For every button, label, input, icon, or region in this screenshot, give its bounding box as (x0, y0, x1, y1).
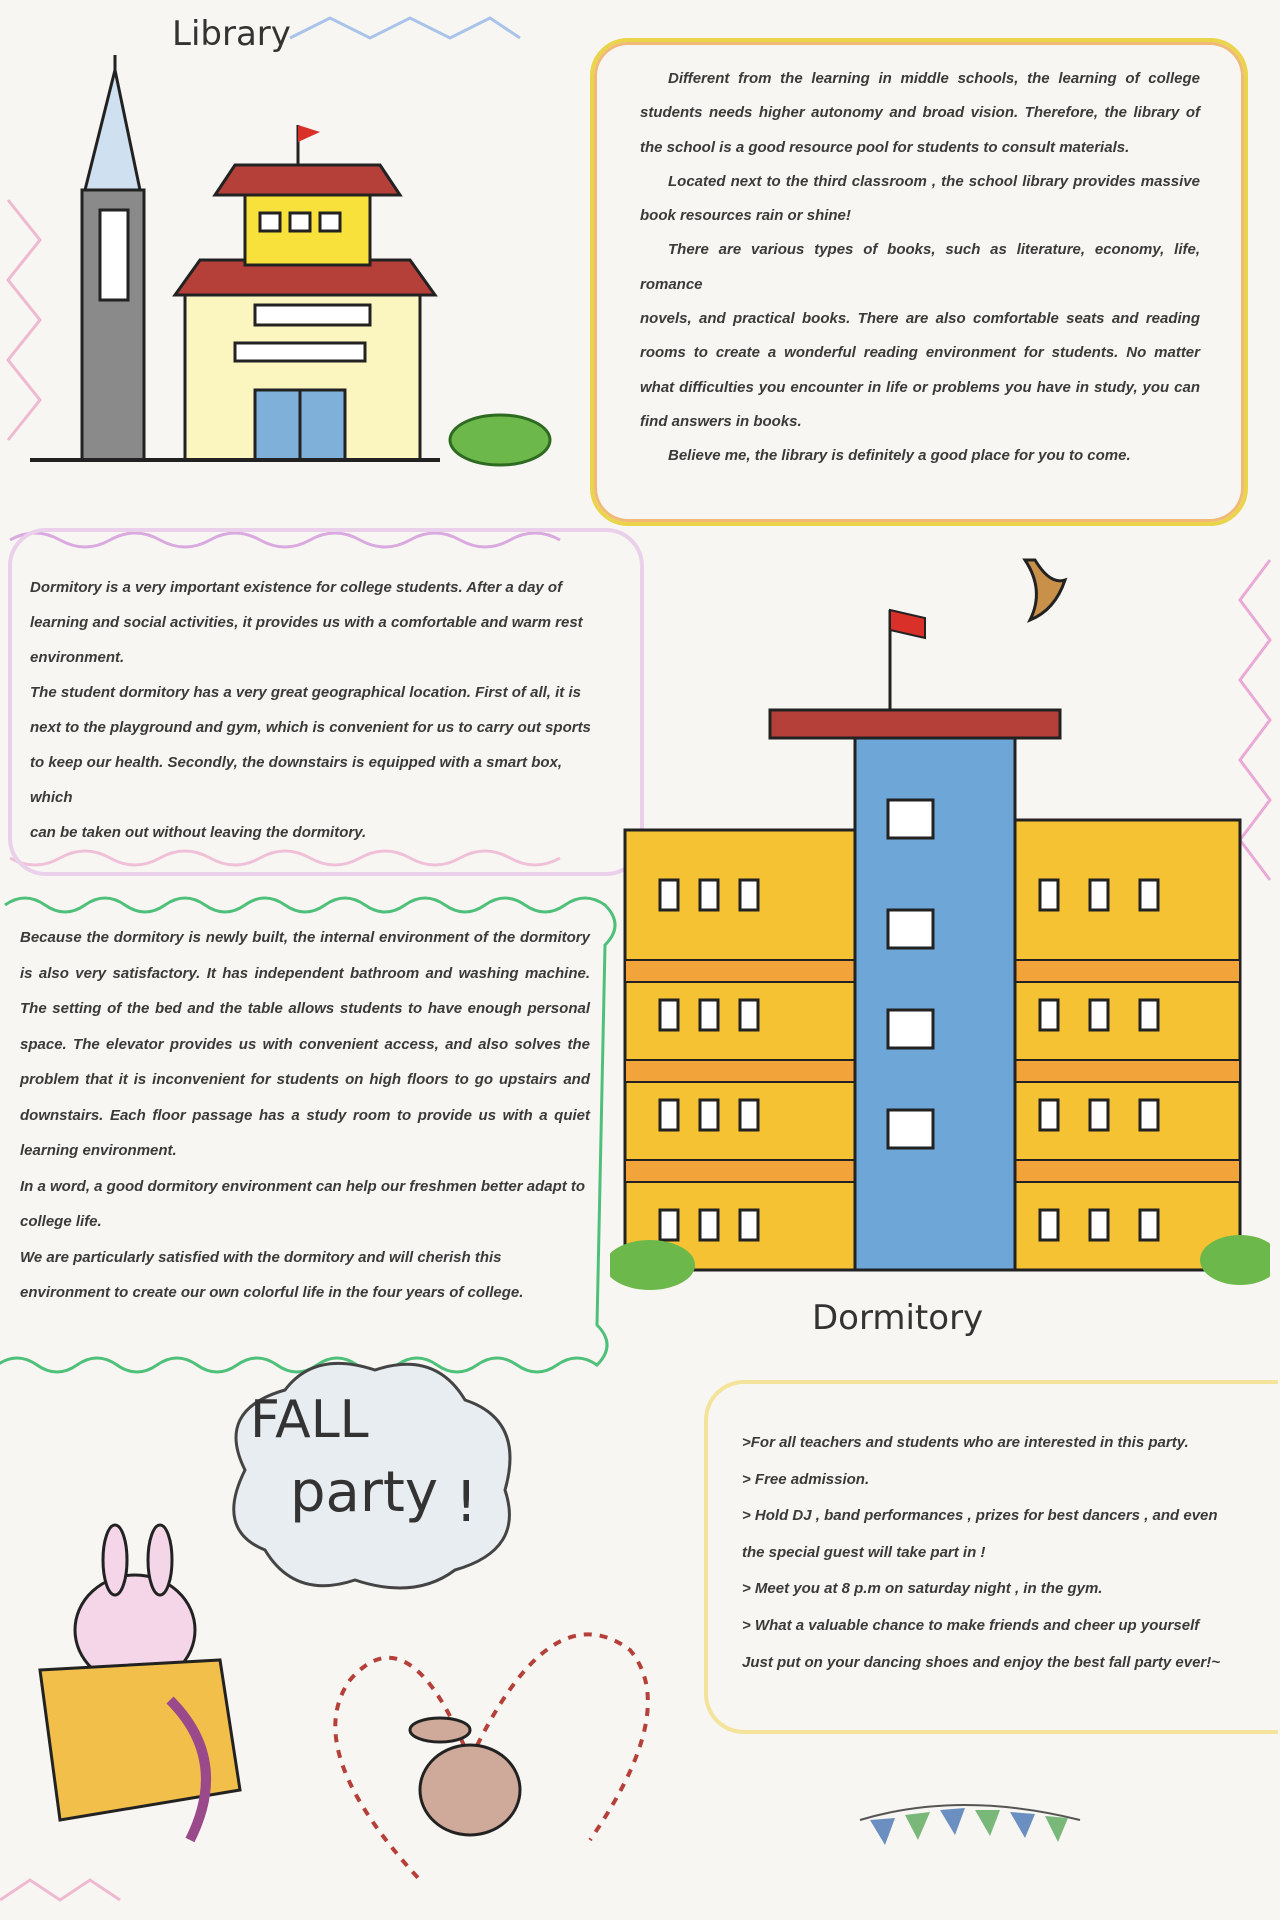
bush-icon (450, 415, 550, 465)
bunny-in-box-icon (40, 1525, 240, 1840)
party-line-3: > Hold DJ , band performances , prizes for best dancers , and even (742, 1507, 1218, 1525)
library-paragraph-5: Believe me, the library is definitely a good place for you to come. (668, 447, 1131, 465)
dorm-text-1 (30, 570, 600, 850)
dorm-tower (855, 738, 1015, 1270)
party-line-1: >For all teachers and students who are interested in this party. (742, 1434, 1189, 1451)
party-line-7: Just put on your dancing shoes and enjoy the best fall party ever!~ (742, 1653, 1221, 1671)
party-text (742, 1425, 1280, 1681)
party-line-2: > Free admission. (742, 1470, 870, 1488)
bunting-icon (860, 1805, 1080, 1845)
dorm-flag (890, 610, 925, 638)
bird-icon (1025, 560, 1065, 620)
party-line-4: the special guest will take part in ! (742, 1543, 986, 1561)
dorm-paragraph-2: The student dormitory has a very great geographical location. First of all, it is next to the playground and gym, which is convenient for us to carry out sports to keep our health. Secondly, the downstairs is equipped with a smart box, which (30, 684, 591, 806)
dorm-paragraph-6: We are particularly satisfied with the dormitory and will cherish this environment to create our own colorful life in the four years of college. (20, 1248, 524, 1301)
dormitory-title: Dormitory (812, 1298, 984, 1338)
library-title: Library (172, 14, 291, 54)
dorm-roof (770, 710, 1060, 738)
party-exclaim: ! (455, 1470, 478, 1535)
bunny-cheering-icon (410, 1718, 520, 1835)
dormitory-illustration (610, 530, 1270, 1310)
dorm-paragraph-5: In a word, a good dormitory environment can help our freshmen better adapt to college life. (20, 1177, 586, 1230)
dorm-paragraph-1: Dormitory is a very important existence for college students. After a day of learning and social activities, it provides us with a comfortable and warm rest environment. (30, 579, 583, 666)
library-illustration (20, 50, 580, 470)
dorm-paragraph-4: Because the dormitory is newly built, the internal environment of the dormitory is also very satisfactory. It has independent bathroom and washing machine. The setting of the bed and the table allows students to have enough personal space. The elevator provides us with convenient access, and also solves the problem that it is inconvenient for students on high floors to go upstairs and downstairs. Each floor passage has a study room to provide us with a quiet learning environment. (20, 929, 590, 1159)
library-paragraph-3: There are various types of books, such as literature, economy, life, romance (640, 241, 1200, 293)
party-line-6: > What a valuable chance to make friends and cheer up yourself (742, 1616, 1200, 1634)
upper-roof (215, 165, 400, 195)
library-flag (298, 125, 320, 142)
zigzag-top (290, 18, 520, 38)
tower-roof (85, 70, 140, 190)
party-title-line1: FALL (250, 1390, 369, 1450)
dorm-paragraph-3: can be taken out without leaving the dormitory. (30, 824, 367, 841)
party-line-5: > Meet you at 8 p.m on saturday night , in the gym. (742, 1580, 1103, 1598)
library-text (640, 62, 1200, 474)
party-title-line2: party (290, 1460, 438, 1525)
library-paragraph-1: Different from the learning in middle schools, the learning of college students needs higher autonomy and broad vision. Therefore, the library of the school is a good resource pool for students to consult materials. (640, 70, 1200, 156)
dorm-text-2 (20, 920, 590, 1311)
library-paragraph-4: novels, and practical books. There are also comfortable seats and reading rooms to create a wonderful reading environment for students. No matter what difficulties you encounter in life or problems you have in study, you can find answers in books. (640, 310, 1200, 430)
library-paragraph-2: Located next to the third classroom , the school library provides massive book resources rain or shine! (640, 172, 1200, 225)
